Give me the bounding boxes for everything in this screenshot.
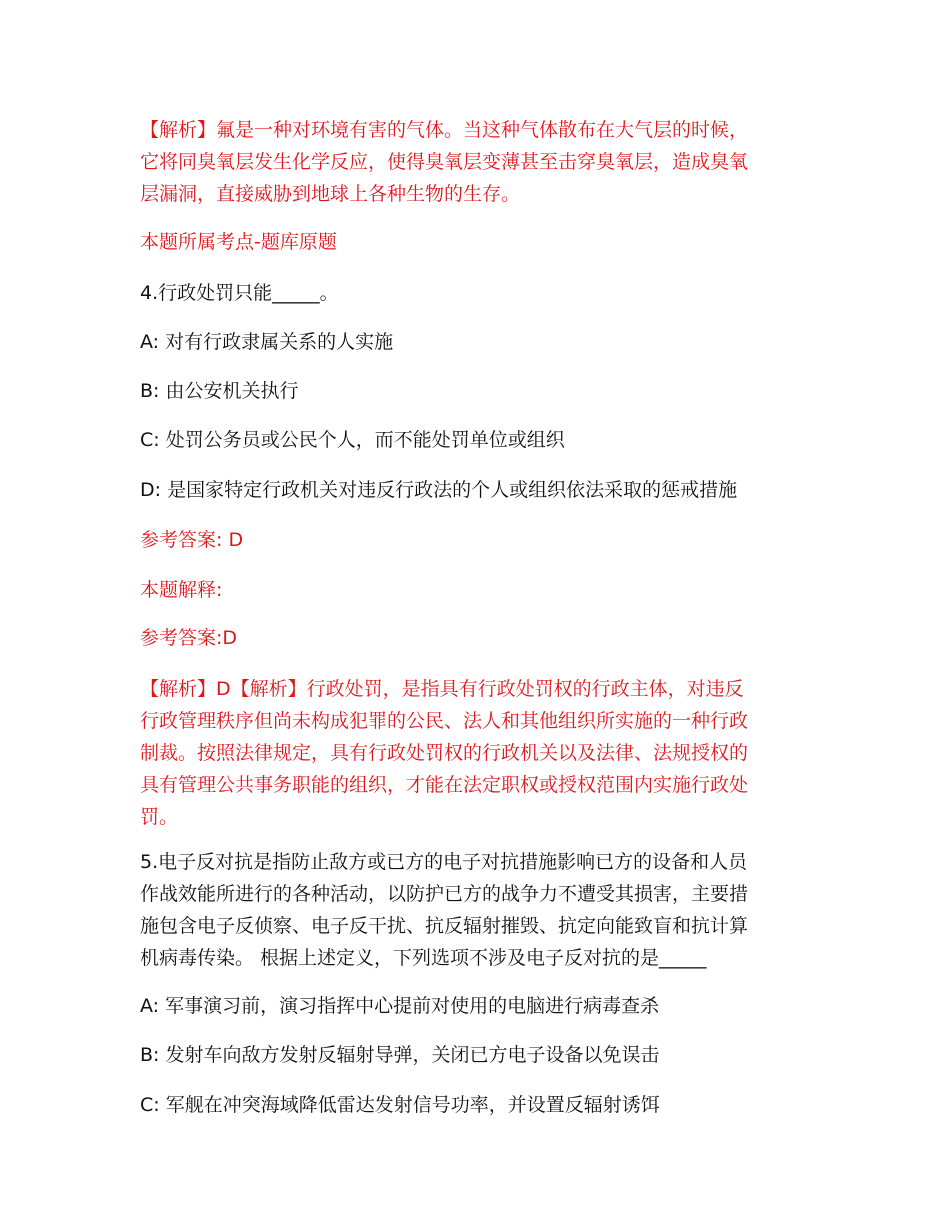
- q4-option-b: B: 由公安机关执行: [140, 380, 299, 402]
- q5-question-line: 作战效能所进行的各种活动，以防护已方的战争力不遭受其损害，主要措: [140, 883, 749, 905]
- q3-analysis-line: 【解析】氟是一种对环境有害的气体。当这种气体散布在大气层的时候，: [140, 119, 749, 141]
- q4-option-c: C: 处罚公务员或公民个人，而不能处罚单位或组织: [140, 429, 565, 451]
- q5-question-line: 施包含电子反侦察、电子反干扰、抗反辐射摧毁、抗定向能致盲和抗计算: [140, 915, 749, 937]
- q4-option-d: D: 是国家特定行政机关对违反行政法的个人或组织依法采取的惩戒措施: [140, 479, 738, 501]
- q4-option-a: A: 对有行政隶属关系的人实施: [140, 331, 394, 353]
- q5-option-c: C: 军舰在冲突海域降低雷达发射信号功率，并设置反辐射诱饵: [140, 1094, 660, 1116]
- q5-option-b: B: 发射车向敌方发射反辐射导弹，关闭已方电子设备以免误击: [140, 1044, 660, 1066]
- q4-answer-2: 参考答案:D: [140, 627, 238, 649]
- q3-analysis-line: 它将同臭氧层发生化学反应，使得臭氧层变薄甚至击穿臭氧层，造成臭氧: [140, 151, 749, 173]
- q4-analysis-line: 行政管理秩序但尚未构成犯罪的公民、法人和其他组织所实施的一种行政: [140, 710, 749, 732]
- q5-question-line: 机病毒传染。 根据上述定义，下列选项不涉及电子反对抗的是_____: [140, 947, 707, 969]
- q3-analysis-line: 层漏洞，直接威胁到地球上各种生物的生存。: [140, 183, 521, 205]
- q5-question-line: 5.电子反对抗是指防止敌方或已方的电子对抗措施影响已方的设备和人员: [140, 851, 748, 873]
- q4-analysis-line: 具有管理公共事务职能的组织，才能在法定职权或授权范围内实施行政处: [140, 774, 749, 796]
- q4-question: 4.行政处罚只能_____。: [140, 282, 339, 304]
- q3-source: 本题所属考点-题库原题: [140, 231, 337, 253]
- q5-question: [140, 846, 820, 974]
- q3-analysis: [140, 114, 820, 210]
- q4-analysis-line: 罚。: [140, 806, 179, 828]
- q4-answer: 参考答案: D: [140, 529, 244, 551]
- q5-option-a: A: 军事演习前，演习指挥中心提前对使用的电脑进行病毒查杀: [140, 995, 660, 1017]
- q4-analysis-line: 制裁。按照法律规定，具有行政处罚权的行政机关以及法律、法规授权的: [140, 742, 749, 764]
- q4-analysis-line: 【解析】D【解析】行政处罚，是指具有行政处罚权的行政主体，对违反: [140, 678, 744, 700]
- q4-analysis: [140, 673, 820, 833]
- q4-explain-label: 本题解释:: [140, 579, 223, 601]
